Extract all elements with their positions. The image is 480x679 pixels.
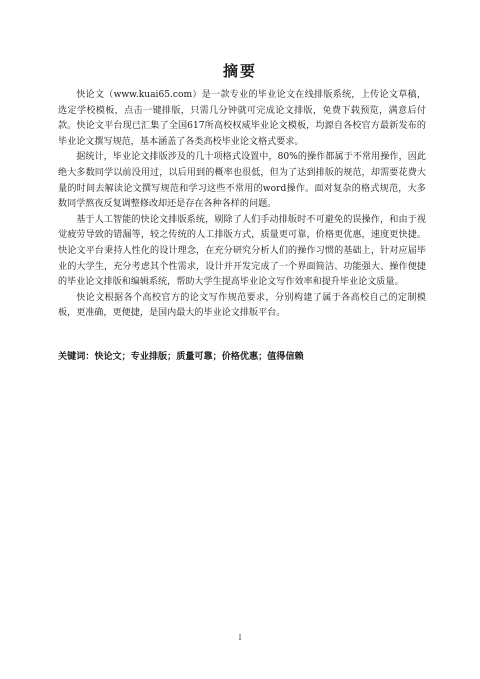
abstract-paragraph-2: 据统计，毕业论文排版涉及的几十项格式设置中，80%的操作都属于不常用操作，因此绝大多数同学以前没用过，以后用到的概率也很低，但为了达到排版的规范，却需要花费大量的时间去解读论文撰写规范和学习这些不常用的word操作。面对复杂的格式规范，大多数同学熬夜反复调整修改却还是存在各种各样的问题。: [58, 152, 426, 210]
keywords-line: 关键词：快论文；专业排版；质量可靠；价格优惠；值得信赖: [58, 352, 304, 362]
abstract-body: [58, 88, 426, 322]
page-number: I: [238, 634, 242, 642]
page-title: 摘要: [222, 62, 257, 80]
abstract-paragraph-3: 基于人工智能的快论文排版系统，剔除了人们手动排版时不可避免的误操作，和由于视觉疲劳导致的错漏等，较之传统的人工排版方式，质量更可靠，价格更优惠，速度更快捷。快论文平台秉持人性化的设计理念，在充分研究分析人们的操作习惯的基础上，针对应届毕业的大学生，充分考虑其个性需求，设计并开发完成了一个界面简洁、功能强大、操作便捷的毕业论文排版和编辑系统，帮助大学生提高毕业论文写作效率和提升毕业论文质量。: [58, 214, 426, 288]
abstract-paragraph-4: 快论文根据各个高校官方的论文写作规范要求，分别构建了属于各高校自己的定制模板，更准确，更便捷，是国内最大的毕业论文排版平台。: [58, 292, 426, 319]
abstract-paragraph-1: 快论文（www.kuai65.com）是一款专业的毕业论文在线排版系统，上传论文草稿，选定学校模板，点击一键排版，只需几分钟就可完成论文排版，免费下载预览，满意后付款。快论文平台现已汇集了全国617所高校权威毕业论文模板，均源自各校官方最新发布的毕业论文撰写规范，基本涵盖了各类高校毕业论文格式要求。: [58, 90, 426, 147]
